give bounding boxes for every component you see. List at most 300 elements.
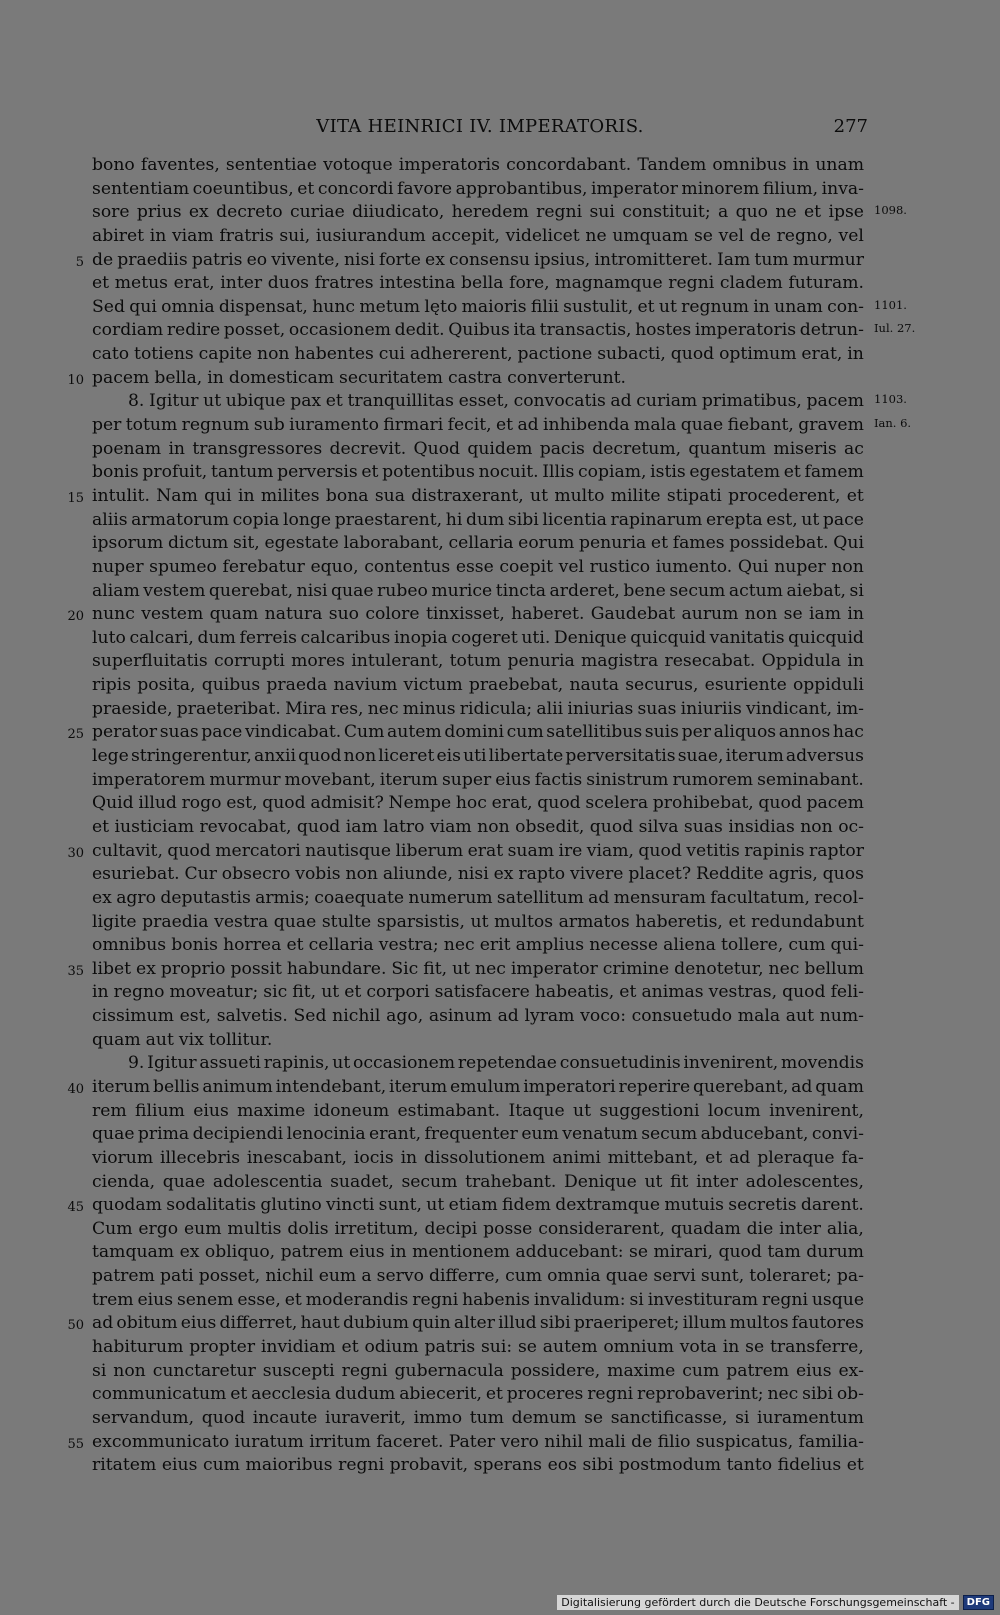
word: transactis, (539, 320, 632, 341)
word: proprio (160, 958, 226, 979)
word: fidelius (777, 1455, 842, 1476)
word: pleraque (757, 1147, 835, 1168)
word: iterum (389, 1076, 448, 1097)
word: fratres (314, 273, 374, 294)
word: ut (470, 911, 489, 932)
text-line (92, 816, 864, 840)
text-line (75, 249, 864, 273)
word: quam (815, 1076, 864, 1097)
word: ob- (836, 1384, 864, 1405)
word: esset, (458, 391, 509, 412)
text-line (92, 225, 864, 249)
word: mirari, (653, 1242, 713, 1263)
word: ridicula; (459, 698, 533, 719)
word: omnia (547, 1266, 601, 1287)
word: ubique (225, 391, 286, 412)
word: et (230, 1384, 248, 1405)
word: vivente, (271, 249, 340, 270)
word: in (207, 367, 224, 388)
word: super (441, 769, 492, 790)
word: dedit. (394, 320, 445, 341)
word: in (722, 1337, 740, 1358)
word: qui (129, 296, 157, 317)
word: omnibus (712, 155, 787, 175)
word: ad (588, 887, 610, 908)
word: per (681, 722, 712, 743)
text-line (92, 650, 864, 674)
word: penuria (578, 533, 647, 554)
word: quicquid (788, 627, 864, 648)
word: filio (657, 1431, 691, 1452)
word: victum (403, 675, 463, 696)
text-line (92, 319, 916, 343)
word: posset, (198, 1266, 261, 1287)
word: se (629, 1242, 649, 1263)
word: servo (376, 1266, 424, 1287)
word: quam (92, 1029, 141, 1050)
word: servandum, (92, 1407, 195, 1428)
word: decipiendi (192, 1124, 284, 1145)
word: aliis (92, 509, 128, 530)
word: fit (670, 1171, 689, 1192)
word: mittebant, (607, 1147, 699, 1168)
word: iterum (379, 769, 438, 790)
word: in (753, 296, 770, 317)
word: possidebat. (729, 533, 829, 554)
word: irritum (309, 1431, 371, 1452)
word: suscepti (262, 1360, 335, 1381)
word: per (92, 415, 122, 436)
word: scelera (585, 793, 649, 814)
word: nauta (569, 675, 620, 696)
word: silva (638, 816, 679, 837)
word: et (495, 415, 514, 436)
word: invenirent, (769, 1100, 864, 1121)
word: obsecro (221, 864, 291, 885)
word: procederent, (728, 485, 841, 506)
word: raptor (809, 840, 864, 861)
word: rapinarum (610, 509, 703, 530)
word: sustulit, (563, 296, 634, 317)
word: iam (809, 604, 842, 625)
word: quod (638, 840, 682, 861)
word: superfluitatis (92, 651, 208, 672)
word: dictum (167, 533, 229, 554)
word: dissolutionem (424, 1147, 546, 1168)
word: ut (332, 1053, 351, 1074)
word: iuratum (234, 1431, 304, 1452)
line-number: 10 (67, 372, 84, 388)
word: asinum (428, 1006, 492, 1027)
word: prima (137, 1124, 190, 1145)
word: iusiurandum (315, 225, 426, 246)
word: quodam (92, 1195, 162, 1216)
word: patrem (92, 1266, 155, 1287)
word: tranquillitas (347, 391, 454, 412)
word: umquam (612, 225, 689, 246)
text-line (92, 698, 864, 722)
text-line (92, 390, 907, 414)
word: et (341, 1337, 359, 1358)
word: suspicatus, (695, 1431, 794, 1452)
word: faceret. (376, 1431, 444, 1452)
word: poenam (92, 438, 162, 459)
word: in (92, 982, 109, 1003)
word: detrun- (799, 320, 864, 341)
word: gravem (798, 415, 864, 436)
word: ad (497, 1006, 519, 1027)
word: diiudicato, (352, 202, 445, 223)
word: sodalitatis (166, 1195, 257, 1216)
word: vel (558, 556, 584, 577)
word: possidere, (510, 1360, 601, 1381)
word: equo, (310, 556, 359, 577)
text-line (92, 414, 912, 438)
word: mensuram (613, 887, 706, 908)
word: futuram. (788, 273, 864, 294)
word: multos (729, 1313, 789, 1334)
word: mutuis (664, 1195, 724, 1216)
word: vestem (143, 580, 206, 601)
word: perator (92, 722, 158, 743)
word: suas (637, 698, 677, 719)
word: et (344, 982, 362, 1003)
word: Qui (737, 556, 769, 577)
word: sententiam (92, 178, 190, 199)
word: bonis (171, 935, 218, 956)
word: convi- (811, 1124, 864, 1145)
word: convocatis (513, 391, 606, 412)
word: se (783, 604, 803, 625)
word: reperire (618, 1076, 691, 1097)
word: intendebant, (275, 1076, 387, 1097)
word: haut (300, 1313, 340, 1334)
word: hi (445, 509, 463, 530)
word: erat, (491, 793, 533, 814)
word: stipati (666, 485, 722, 506)
word: Quod (413, 438, 461, 459)
word: quod (537, 793, 581, 814)
text-line (92, 201, 907, 225)
word: Tandem (637, 155, 707, 175)
word: bona (325, 485, 369, 506)
word: converterunt. (507, 367, 627, 388)
word: possit (230, 958, 282, 979)
word: decrevit. (329, 438, 407, 459)
word: aliam (92, 580, 140, 601)
word: filium, (762, 178, 819, 199)
word: insidias (728, 816, 795, 837)
word: luto (92, 627, 126, 648)
word: fratris (219, 225, 274, 246)
word: quae (162, 1171, 206, 1192)
word: consuetudo (631, 1006, 733, 1027)
word: posset, (223, 320, 286, 341)
word: bonis (92, 462, 139, 483)
word: regno, (776, 225, 833, 246)
word: nichil (332, 1006, 381, 1027)
word: eum (184, 1218, 222, 1239)
word: Iam (716, 249, 751, 270)
word: securus, (625, 675, 699, 696)
word: favore (397, 178, 453, 199)
word: rogo (181, 793, 222, 814)
word: pa- (836, 1266, 864, 1287)
word: ut (426, 1195, 445, 1216)
word: multos (494, 911, 554, 932)
word: necesse (589, 935, 659, 956)
word: ad (92, 1313, 114, 1334)
word: uti. (521, 627, 551, 648)
word: suae, (677, 746, 724, 767)
word: cum (788, 935, 826, 956)
word: murice (431, 580, 493, 601)
word: ut (203, 391, 222, 412)
word: 8. (128, 391, 145, 412)
word: vestem (141, 604, 204, 625)
word: inter (696, 1171, 738, 1192)
word: Nempe (388, 793, 452, 814)
word: optimum (719, 344, 797, 365)
word: liberum (395, 840, 464, 861)
word: nec (767, 1384, 799, 1405)
word: 9. (128, 1053, 145, 1074)
word: praedia (142, 911, 209, 932)
word: arderet, (549, 580, 620, 601)
word: reprobaverint; (637, 1384, 764, 1405)
word: quin (412, 1313, 451, 1334)
word: lenocinia (286, 1124, 366, 1145)
word: differre, (429, 1266, 500, 1287)
word: vel (838, 225, 864, 246)
word: se (693, 225, 713, 246)
word: Quid (92, 793, 134, 814)
word: et (637, 296, 655, 317)
word: lęto (424, 296, 458, 317)
word: imperatoris (398, 155, 500, 175)
word: suas (159, 722, 199, 743)
word: erepta (705, 509, 763, 530)
word: ne (775, 202, 797, 223)
text-line (92, 461, 864, 485)
word: horrea (223, 935, 282, 956)
word: iniuriis (680, 698, 742, 719)
word: egestate (264, 533, 339, 554)
word: sic (263, 982, 288, 1003)
word: Sed (92, 296, 125, 317)
word: viam (171, 225, 214, 246)
word: habeatis, (534, 982, 615, 1003)
word: imperator (591, 178, 678, 199)
word: Oppidula (761, 651, 842, 672)
word: faventes, (140, 155, 220, 175)
word: subacti, (597, 344, 666, 365)
word: usque (811, 1289, 864, 1310)
word: tollitur. (208, 1029, 273, 1050)
word: intulerant, (351, 651, 444, 672)
word: Nam (156, 485, 198, 506)
word: votoque (323, 155, 393, 175)
word: sinistrum (586, 769, 669, 790)
word: sibi (802, 1384, 833, 1405)
line-number: 25 (67, 727, 84, 743)
text-line (92, 509, 864, 533)
word: quae (331, 580, 374, 601)
word: viam (429, 816, 472, 837)
word: concordi (317, 178, 394, 199)
word: stulte (321, 911, 372, 932)
word: decreto (216, 202, 283, 223)
word: curiam (636, 391, 698, 412)
word: aecclesia (251, 1384, 332, 1405)
text-line (92, 1454, 864, 1478)
word: mali (588, 1431, 626, 1452)
word: quicquid (630, 627, 707, 648)
word: ex (425, 249, 445, 270)
word: stringerentur, (130, 746, 252, 767)
word: quantum (688, 438, 767, 459)
word: ex (188, 202, 209, 223)
word: alii (536, 698, 564, 719)
word: habentes (294, 344, 374, 365)
word: aiebat, (786, 580, 847, 601)
word: calcari, (129, 627, 194, 648)
word: accepit, (431, 225, 500, 246)
word: se (584, 1407, 604, 1428)
line-number: 35 (67, 963, 84, 979)
word: sore (92, 202, 130, 223)
word: colore (365, 604, 420, 625)
text-line (67, 485, 864, 509)
word: ex (493, 864, 514, 885)
word: eius (348, 1242, 385, 1263)
word: quae (680, 415, 724, 436)
word: nisi (343, 249, 375, 270)
word: invalidum: (533, 1289, 626, 1310)
word: nec (475, 958, 506, 979)
word: fit, (292, 982, 317, 1003)
word: pace (201, 722, 243, 743)
word: satellitibus (546, 722, 643, 743)
word: quod (298, 746, 342, 767)
word: posse (483, 1218, 533, 1239)
word: et (804, 202, 822, 223)
word: ut (658, 296, 677, 317)
text-line (92, 1029, 864, 1053)
word: annos (778, 722, 831, 743)
word: mercatori (215, 840, 301, 861)
word: iniurias (567, 698, 634, 719)
word: quod (201, 1407, 246, 1428)
word: erat (467, 840, 504, 861)
word: armis; (255, 887, 310, 908)
word: pacem (92, 367, 150, 388)
word: approbantibus, (455, 178, 588, 199)
word: cum (682, 1360, 720, 1381)
word: magistra (580, 651, 659, 672)
word: iumento. (655, 556, 733, 577)
word: habiturum (92, 1337, 184, 1358)
word: non (345, 864, 379, 885)
word: Reddite (695, 864, 764, 885)
word: imperatori (523, 1076, 616, 1097)
word: eum (521, 1124, 559, 1145)
word: nisi (296, 580, 328, 601)
word: ex (92, 887, 112, 908)
word: murmur (792, 249, 864, 270)
text-line (92, 1289, 864, 1313)
word: intulit. (92, 485, 150, 506)
word: totum (449, 651, 502, 672)
word: feli- (830, 982, 864, 1003)
word: oc- (838, 816, 864, 837)
line-number: 50 (67, 1318, 84, 1334)
word: fit, (423, 958, 448, 979)
word: movebant, (284, 769, 376, 790)
word: odium (364, 1337, 419, 1358)
word: eis (436, 746, 461, 767)
word: bellis (153, 1076, 200, 1097)
word: quod (262, 793, 306, 814)
word: cellaria (448, 533, 514, 554)
word: vel (718, 225, 745, 246)
word: viam, (586, 840, 634, 861)
word: libet (92, 958, 132, 979)
text-line (67, 1076, 864, 1100)
word: obsedit, (515, 816, 585, 837)
word: concordabant. (506, 155, 632, 175)
word: in (847, 604, 864, 625)
word: regni (341, 1360, 388, 1381)
text-line (92, 1218, 864, 1242)
word: et (705, 1147, 723, 1168)
word: vanitatis (709, 627, 785, 648)
word: et (284, 1289, 302, 1310)
word: iuramentum (757, 1407, 864, 1428)
word: perversis (277, 462, 358, 483)
word: ne (585, 225, 607, 246)
word: considerarent, (538, 1218, 666, 1239)
margin-date-note: 1103. (874, 392, 907, 407)
text-line (92, 627, 864, 651)
word: constituit; (622, 202, 711, 223)
word: invidiam (260, 1337, 336, 1358)
word: servi (653, 1266, 696, 1287)
word: eius (495, 769, 531, 790)
word: penuria (507, 651, 575, 672)
word: et (92, 816, 110, 837)
text-line (92, 1360, 864, 1384)
word: mentionem (412, 1242, 510, 1263)
word: sibi (539, 1313, 571, 1334)
word: non (343, 746, 377, 767)
word: nuper (92, 556, 144, 577)
word: rapto (518, 864, 566, 885)
word: vestra (214, 911, 269, 932)
text-line (92, 934, 864, 958)
margin-date-note: Ian. 6. (874, 416, 912, 431)
word: sit, (233, 533, 260, 554)
word: illecebris (160, 1147, 241, 1168)
word: et (619, 982, 637, 1003)
word: quod (718, 1242, 762, 1263)
word: fecit, (447, 415, 492, 436)
word: praebebat, (468, 675, 564, 696)
word: adhererent, (409, 344, 513, 365)
word: habenis (462, 1289, 530, 1310)
word: est, (179, 1006, 211, 1027)
word: cordiam (92, 320, 164, 341)
